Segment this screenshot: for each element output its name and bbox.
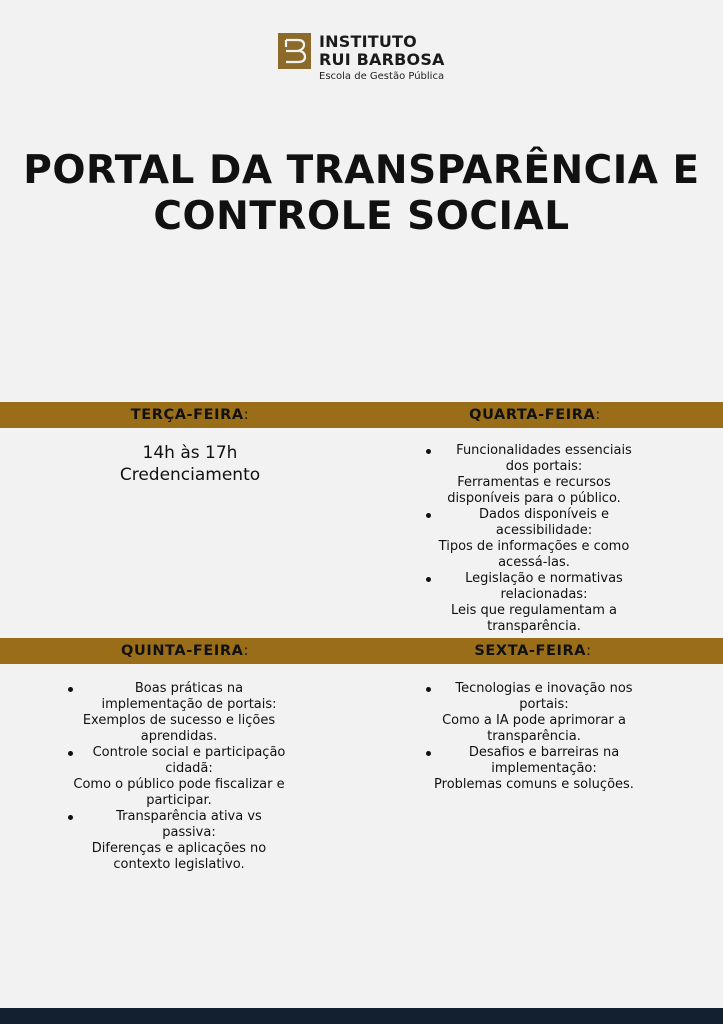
list-item-detail: Tipos de informações e como acessá-las. [438, 539, 630, 570]
list-item-detail: Problemas comuns e soluções. [434, 777, 634, 792]
list-item-detail: Diferenças e aplicações no contexto legislativo. [91, 841, 267, 872]
footer-bar [0, 1008, 723, 1024]
logo-line-2: RUI BARBOSA [319, 50, 445, 69]
list-item-topic: Legislação e normativas relacionadas: [465, 571, 623, 602]
list-item-topic: Controle social e participação cidadã: [92, 745, 286, 776]
list-item [62, 681, 296, 713]
list-item-detail: Como o público pode fiscalizar e participar. [73, 777, 285, 808]
list-item-topic: Desafios e barreiras na implementação: [468, 745, 620, 776]
tuesday-colon: : [243, 407, 250, 423]
wednesday-list [420, 443, 648, 635]
thursday-list [62, 681, 296, 873]
list-item-detail: Ferramentas e recursos disponíveis para o público. [447, 475, 621, 506]
list-item-detail: Como a IA pode aprimorar a transparência. [442, 713, 626, 744]
friday-content [420, 681, 648, 793]
friday-label: SEXTA-FEIRA [474, 643, 587, 659]
wednesday-label: QUARTA-FEIRA [469, 407, 596, 423]
tuesday-header [90, 402, 290, 428]
list-item [420, 571, 648, 603]
friday-header [433, 638, 633, 664]
wednesday-colon: : [595, 407, 601, 423]
thursday-colon: : [243, 643, 249, 659]
list-item-topic: Boas práticas na implementação de portais: [101, 681, 277, 712]
friday-colon: : [586, 643, 592, 659]
page-title [0, 148, 723, 240]
list-item-topic: Funcionalidades essenciais dos portais: [456, 443, 632, 474]
tuesday-content [80, 442, 300, 486]
tuesday-time: 14h às 17h [142, 443, 238, 463]
wednesday-content [420, 443, 648, 635]
list-item [420, 507, 648, 539]
page-title-line-2: CONTROLE SOCIAL [153, 194, 570, 239]
page-title-line-1: PORTAL DA TRANSPARÊNCIA E [23, 148, 700, 193]
friday-list [420, 681, 648, 793]
thursday-label: QUINTA-FEIRA [121, 643, 244, 659]
list-item [420, 681, 648, 713]
logo-line-1: INSTITUTO [319, 32, 417, 51]
list-item-topic: Transparência ativa vs passiva: [116, 809, 262, 840]
tuesday-label: TERÇA-FEIRA [130, 407, 244, 423]
thursday-content [62, 681, 296, 873]
list-item [420, 745, 648, 777]
logo-subtitle: Escola de Gestão Pública [319, 71, 445, 82]
list-item [62, 745, 296, 777]
list-item-topic: Tecnologias e inovação nos portais: [455, 681, 633, 712]
list-item [62, 809, 296, 841]
list-item-detail: Leis que regulamentam a transparência. [450, 603, 617, 634]
list-item-topic: Dados disponíveis e acessibilidade: [479, 507, 609, 538]
institute-logo [278, 33, 445, 84]
list-item [420, 443, 648, 475]
list-item-detail: Exemplos de sucesso e lições aprendidas. [82, 713, 276, 744]
thursday-header [85, 638, 285, 664]
logo-mark-icon [278, 33, 311, 69]
tuesday-activity: Credenciamento [119, 465, 261, 485]
wednesday-header [425, 402, 645, 428]
